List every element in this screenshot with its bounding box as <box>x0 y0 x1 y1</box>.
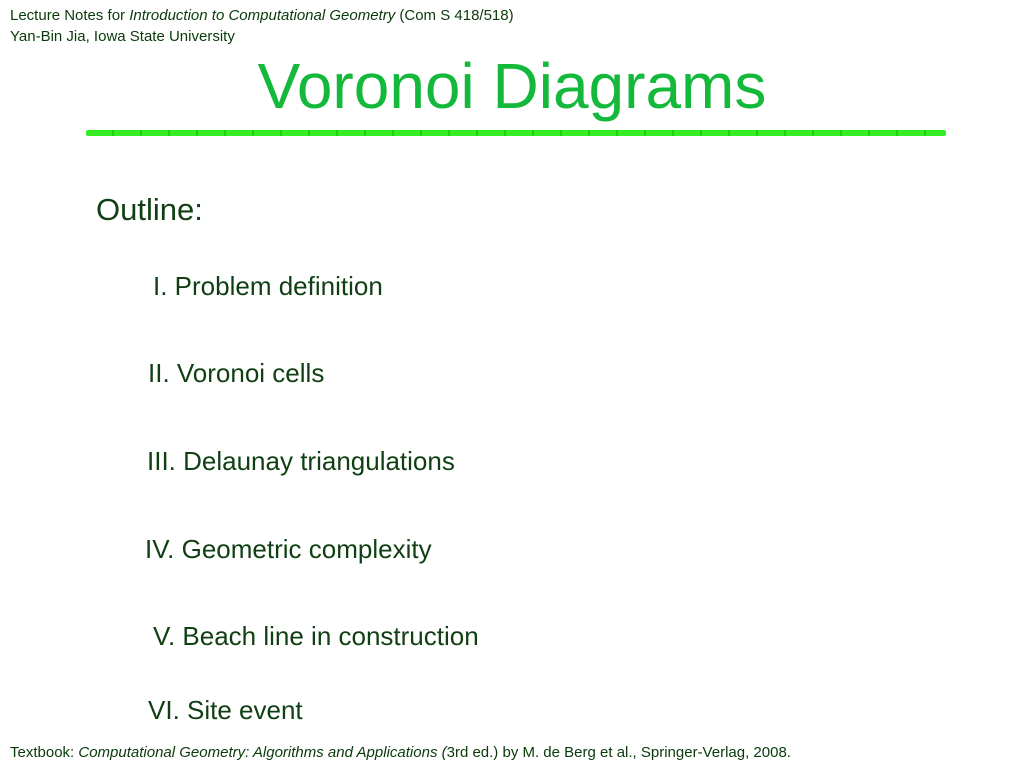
outline-item-voronoi-cells: II. Voronoi cells <box>148 358 325 388</box>
textbook-details: 3rd ed.) by M. de Berg et al., Springer-Verlag, 2008. <box>446 744 791 761</box>
outline-item-beach-line: V. Beach line in construction <box>153 621 479 651</box>
slide-title: Voronoi Diagrams <box>257 50 767 122</box>
lecture-notes-header <box>10 6 514 26</box>
course-number: (Com S 418/518) <box>395 7 514 24</box>
author-affiliation: Yan-Bin Jia, Iowa State University <box>10 28 235 45</box>
outline-heading: Outline: <box>96 192 203 227</box>
textbook-citation <box>10 743 791 763</box>
outline-item-geometric-complexity: IV. Geometric complexity <box>145 534 432 564</box>
textbook-label: Textbook: <box>10 744 79 761</box>
title-underline-rule <box>86 130 946 136</box>
course-title: Introduction to Computational Geometry <box>129 7 396 24</box>
outline-item-site-event: VI. Site event <box>148 695 303 725</box>
header-prefix: Lecture Notes for <box>10 7 130 24</box>
outline-item-problem-definition: I. Problem definition <box>153 271 383 301</box>
textbook-title: Computational Geometry: Algorithms and Applications ( <box>78 744 447 761</box>
outline-item-delaunay-triangulations: III. Delaunay triangulations <box>147 446 455 476</box>
